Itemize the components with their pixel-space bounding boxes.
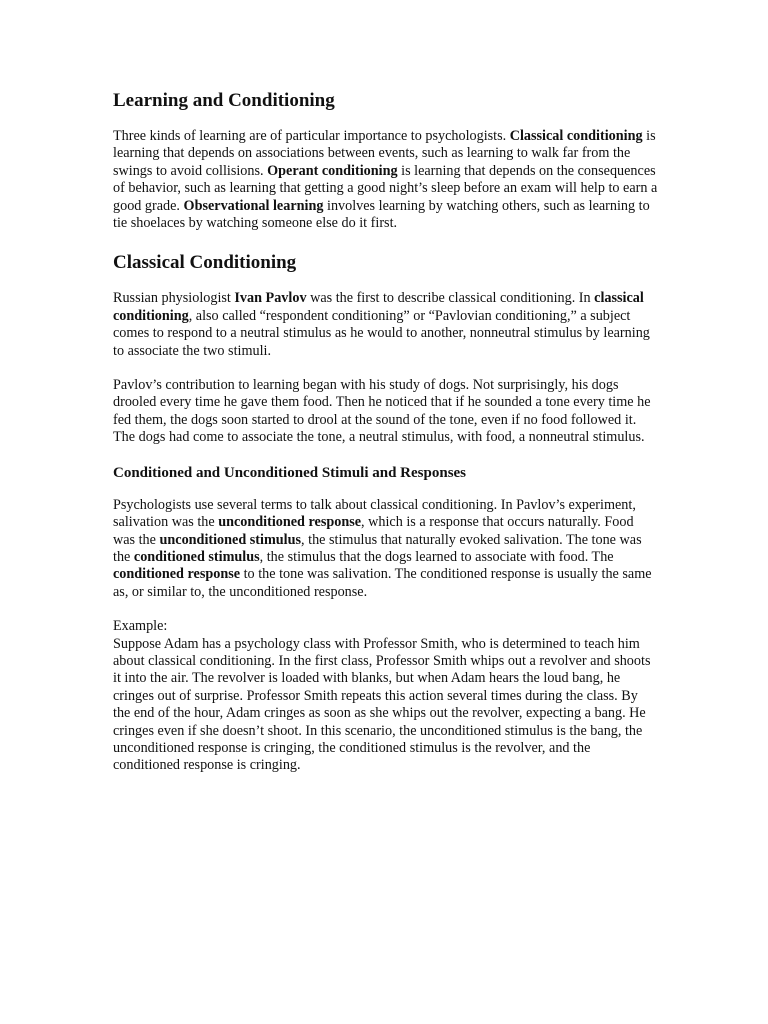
example-paragraph: Suppose Adam has a psychology class with Professor Smith, who is determined to teach him about classical conditioning. In the first class, Professor Smith whips out a revolver and shoots it into the air. The revolver is loaded with blanks, but when Adam hears the loud bang, he cringes out of surprise. Professor Smith repeats this action several times during the class. By the end of the hour, Adam cringes as soon as she whips out the revolver, expecting a bang. He cringes even if she doesn’t shoot. In this scenario, the unconditioned stimulus is the bang, the unconditioned response is cringing, the conditioned stimulus is the revolver, and the conditioned response is cringing. [113, 635, 651, 774]
para3-text-5: to the tone was salivation. The conditioned response is usually the same as, or similar to, the unconditioned response. [113, 566, 652, 600]
intro-text-4: involves learning by watching others, such as learning to tie shoelaces by watching someone else do it first. [113, 197, 650, 232]
term-unconditioned-stimulus: unconditioned stimulus [159, 531, 302, 548]
subsection-title: Conditioned and Unconditioned Stimuli and Responses [113, 464, 467, 481]
term-observational-learning: Observational learning [183, 197, 324, 214]
term-classical-conditioning: Classical conditioning [509, 128, 643, 144]
intro-text-2: is learning that depends on associations between events, such as learning to walk far from the swings to avoid collisions. [113, 128, 656, 179]
intro-paragraph [113, 128, 658, 232]
para3-text-1: Psychologists use several terms to talk about classical conditioning. In Pavlov’s experiment, salivation was the [113, 496, 636, 531]
para1-text-3: , also called “respondent conditioning” or “Pavlovian conditioning,” a subject comes to respond to a neutral stimulus as he would to another, nonneutral stimulus by learning to associate the two stimuli. [113, 307, 650, 359]
term-operant-conditioning: Operant conditioning [267, 162, 398, 179]
para3-text-3: , the stimulus that naturally evoked salivation. The tone was the [113, 531, 642, 565]
example-label: Example: [113, 618, 168, 635]
para3-text-4: , the stimulus that the dogs learned to associate with food. The [259, 548, 614, 565]
term-ivan-pavlov: Ivan Pavlov [234, 290, 307, 307]
dogs-paragraph: Pavlov’s contribution to learning began with his study of dogs. Not surprisingly, his dogs drooled every time he gave them food. Then he noticed that if he sounded a tone every time he fed them, the dogs soon started to drool at the sound of the tone, even if no food followed it. The dogs had come to associate the tone, a neutral stimulus, with food, a nonneutral stimulus. [113, 377, 651, 446]
para1-text-1: Russian physiologist [113, 290, 235, 307]
para3-text-2: , which is a response that occurs naturally. Food was the [113, 514, 634, 548]
term-classical-conditioning-2: classical conditioning [113, 290, 644, 324]
term-conditioned-response: conditioned response [113, 566, 241, 583]
para1-text-2: was the first to describe classical conditioning. In [306, 290, 595, 307]
pavlov-paragraph [113, 290, 658, 360]
page-title: Learning and Conditioning [113, 90, 335, 111]
term-conditioned-stimulus: conditioned stimulus [133, 548, 260, 565]
section-title: Classical Conditioning [113, 252, 297, 274]
intro-text-3: is learning that depends on the consequences of behavior, such as learning that getting a good night’s sleep before an exam will help to earn a good grade. [113, 162, 658, 214]
intro-text-1: Three kinds of learning are of particular importance to psychologists. [113, 128, 510, 144]
term-unconditioned-response: unconditioned response [218, 514, 362, 531]
document-page [113, 88, 658, 775]
terms-paragraph [113, 497, 658, 601]
